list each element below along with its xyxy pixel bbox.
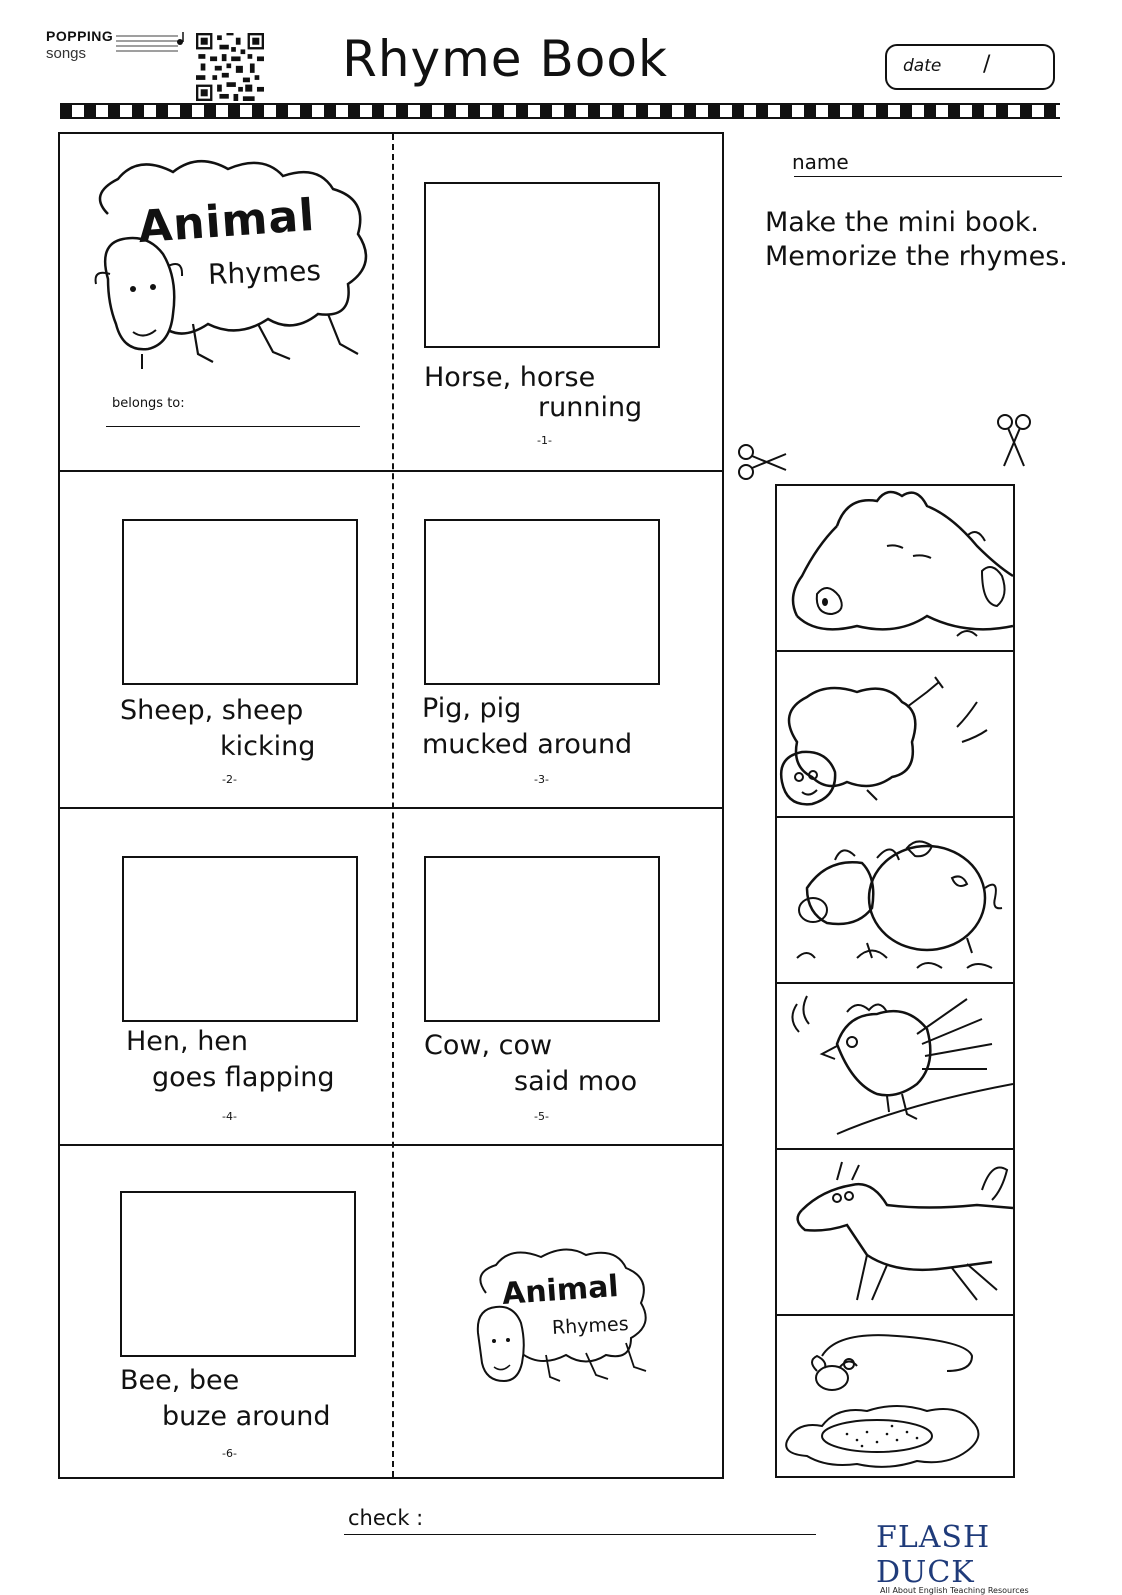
page-number: -3- [534,773,549,786]
page-number: -4- [222,1110,237,1123]
drawing-box[interactable] [120,1191,356,1357]
back-cover-subtitle: Rhymes [551,1313,630,1339]
drawing-box[interactable] [424,182,660,348]
brand-tagline: All About English Teaching Resources [880,1586,1029,1595]
instruction-line1: Make the mini book. [765,207,1039,238]
name-field-line[interactable] [794,176,1062,177]
cow-picture[interactable] [777,486,1013,652]
rhyme-line1: Cow, cow [424,1030,553,1061]
pig-picture[interactable] [777,818,1013,984]
hen-picture[interactable] [777,984,1013,1150]
instruction-line2: Memorize the rhymes. [765,241,1068,272]
brand-name: FLASH DUCK [876,1520,991,1590]
hen-icon [777,984,1013,1148]
rhyme-line1: Hen, hen [126,1026,249,1057]
checkered-divider [60,103,1060,119]
logo-line1: POPPING [46,28,114,44]
page-number: -5- [534,1110,549,1123]
check-label: check : [348,1506,424,1530]
drawing-box[interactable] [424,519,660,685]
date-separator: / [983,52,991,77]
pig-icon [777,818,1013,982]
book-page-6 [60,1145,392,1481]
cover-title: Animal [136,189,317,254]
book-page-2 [60,471,392,807]
page-title: Rhyme Book [342,30,668,88]
book-page-4 [60,808,392,1144]
scissors-icon [994,412,1034,470]
page-number: -2- [222,773,237,786]
book-page-3 [392,471,724,807]
book-cover [60,134,392,470]
scissors-icon [736,440,792,484]
check-line[interactable] [344,1534,816,1535]
page-number: -1- [537,434,552,447]
drawing-box[interactable] [122,519,358,685]
book-back-cover [392,1145,724,1481]
logo-line2: songs [46,45,87,62]
mini-book-grid [58,132,724,1479]
qr-code-icon[interactable] [196,33,264,101]
rhyme-line1: Pig, pig [422,693,522,724]
instructions [765,206,1068,274]
drawing-box[interactable] [122,856,358,1022]
horse-icon [777,1150,1013,1314]
book-page-5 [392,808,724,1144]
rhyme-line2: goes flapping [152,1062,335,1093]
rhyme-line2: buze around [162,1401,331,1432]
music-staff-icon [116,30,186,60]
name-label: name [792,150,849,174]
rhyme-line1: Horse, horse [424,362,596,393]
sheep-picture[interactable] [777,652,1013,818]
book-page-1 [392,134,724,470]
page-number: -6- [222,1447,237,1460]
belongs-to-line[interactable] [106,426,360,427]
picture-strip [775,484,1015,1478]
cow-icon [777,486,1013,650]
date-field[interactable] [885,44,1055,90]
sheep-icon [777,652,1013,816]
drawing-box[interactable] [424,856,660,1022]
rhyme-line2: said moo [514,1066,638,1097]
rhyme-line2: kicking [220,731,316,762]
date-label: date [903,56,942,76]
bee-picture[interactable] [777,1316,1013,1480]
belongs-to-label: belongs to: [112,396,185,411]
rhyme-line2: mucked around [422,729,633,760]
bee-icon [777,1316,1013,1478]
rhyme-line1: Sheep, sheep [120,695,304,726]
horse-picture[interactable] [777,1150,1013,1316]
popping-songs-logo [46,28,186,70]
rhyme-line2: running [538,392,643,423]
back-cover-title: Animal [500,1268,620,1313]
cover-subtitle: Rhymes [207,254,322,291]
rhyme-line1: Bee, bee [120,1365,240,1396]
